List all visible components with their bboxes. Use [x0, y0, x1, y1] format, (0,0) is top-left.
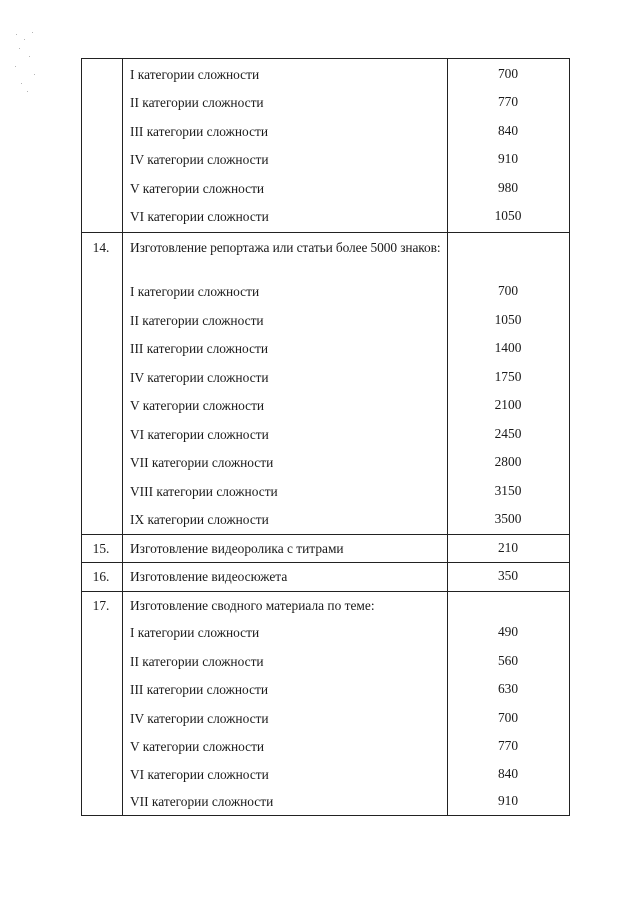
category-price: 840	[497, 766, 519, 781]
category-price: 770	[497, 738, 519, 753]
category-price: 840	[497, 123, 519, 138]
category-price: 490	[497, 624, 519, 639]
category-label: V категории сложности	[130, 181, 265, 196]
category-label: VI категории сложности	[130, 767, 269, 782]
category-price: 1050	[494, 312, 522, 327]
category-label: IX категории сложности	[130, 512, 269, 527]
category-label: I категории сложности	[130, 284, 260, 299]
category-label: I категории сложности	[130, 67, 260, 82]
category-label: VIII категории сложности	[130, 484, 278, 499]
scan-artifacts	[12, 30, 42, 100]
service-price: 210	[497, 540, 519, 555]
service-title: Изготовление видеосюжета	[130, 569, 288, 584]
category-price: 560	[497, 653, 519, 668]
category-price: 700	[497, 710, 519, 725]
table-divider-index	[122, 58, 123, 816]
category-label: III категории сложности	[130, 341, 269, 356]
category-label: VII категории сложности	[130, 455, 274, 470]
category-label: III категории сложности	[130, 124, 269, 139]
category-label: I категории сложности	[130, 625, 260, 640]
category-price: 910	[497, 793, 519, 808]
row-divider	[81, 562, 570, 563]
table-border-bottom	[81, 815, 570, 816]
category-label: VI категории сложности	[130, 427, 269, 442]
row-number: 17.	[92, 598, 110, 613]
row-number: 16.	[92, 569, 110, 584]
category-price: 1750	[494, 369, 522, 384]
row-divider	[81, 232, 570, 233]
category-price: 630	[497, 681, 519, 696]
category-price: 1400	[494, 340, 522, 355]
table-border-left	[81, 58, 82, 816]
category-label: III категории сложности	[130, 682, 269, 697]
category-label: VII категории сложности	[130, 794, 274, 809]
service-title: Изготовление видеоролика с титрами	[130, 541, 344, 556]
category-price: 2800	[494, 454, 522, 469]
category-price: 3150	[494, 483, 522, 498]
table-border-top	[81, 58, 570, 59]
table-border-right	[569, 58, 570, 816]
service-title: Изготовление сводного материала по теме:	[130, 598, 375, 613]
category-label: IV категории сложности	[130, 370, 269, 385]
category-label: II категории сложности	[130, 95, 264, 110]
category-label: II категории сложности	[130, 313, 264, 328]
category-price: 770	[497, 94, 519, 109]
category-price: 910	[497, 151, 519, 166]
service-title: Изготовление репортажа или статьи более 5000 знаков:	[130, 240, 441, 255]
category-label: IV категории сложности	[130, 711, 269, 726]
row-divider	[81, 591, 570, 592]
category-label: VI категории сложности	[130, 209, 269, 224]
row-divider	[81, 534, 570, 535]
category-price: 700	[497, 66, 519, 81]
category-price: 2100	[494, 397, 522, 412]
category-price: 3500	[494, 511, 522, 526]
category-label: V категории сложности	[130, 739, 265, 754]
category-label: V категории сложности	[130, 398, 265, 413]
category-label: II категории сложности	[130, 654, 264, 669]
category-price: 2450	[494, 426, 522, 441]
row-number: 14.	[92, 240, 110, 255]
row-number: 15.	[92, 541, 110, 556]
category-price: 1050	[494, 208, 522, 223]
category-price: 700	[497, 283, 519, 298]
service-price: 350	[497, 568, 519, 583]
category-label: IV категории сложности	[130, 152, 269, 167]
category-price: 980	[497, 180, 519, 195]
